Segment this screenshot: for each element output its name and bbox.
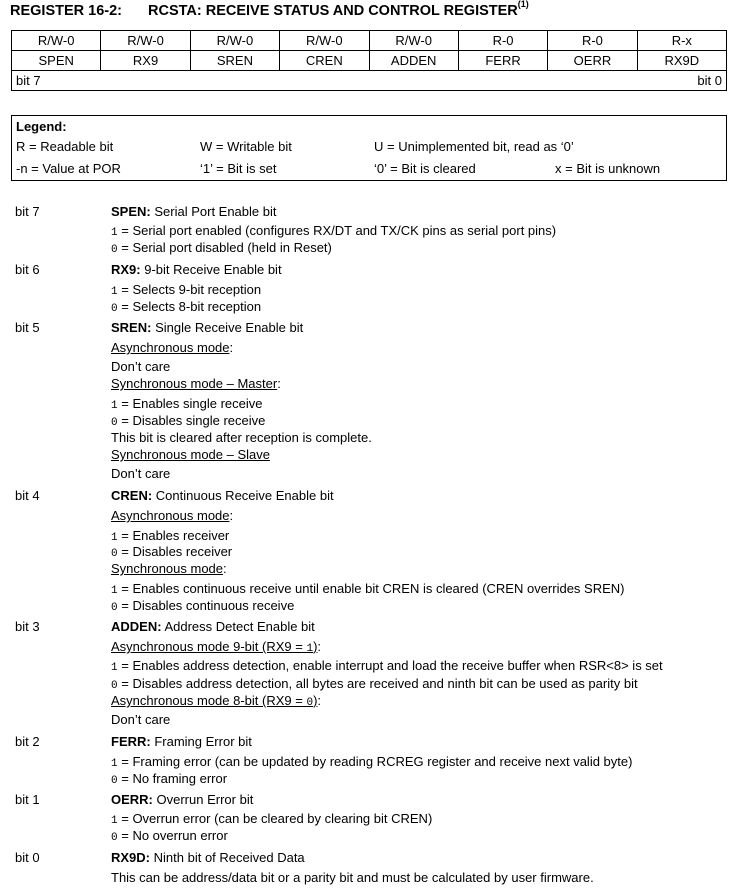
bit3-name: ADDEN: xyxy=(111,619,162,634)
legend-unimplemented: U = Unimplemented bit, read as ‘0’ xyxy=(374,139,574,154)
bit6-label: bit 6 xyxy=(15,262,40,277)
bit0-note: This can be address/data bit or a parity bit and must be calculated by user firmware. xyxy=(111,870,594,885)
access-row xyxy=(12,31,727,51)
bit3-async9-heading: Asynchronous mode 9-bit (RX9 = 1): xyxy=(111,639,322,655)
bit4-async-heading: Asynchronous mode: xyxy=(111,508,234,523)
bit3-async8-heading: Asynchronous mode 8-bit (RX9 = 0): xyxy=(111,693,322,709)
bit1-desc: Overrun Error bit xyxy=(156,792,254,807)
access-cell: R-x xyxy=(637,31,726,51)
bit5-async-text: Don’t care xyxy=(111,359,171,374)
legend-writable: W = Writable bit xyxy=(200,139,292,154)
bit3-clear-line: 0 = Disables address detection, all bytes are received and ninth bit can be used as parity bit xyxy=(111,676,638,692)
bit6-set-line: 1 = Selects 9-bit reception xyxy=(111,282,262,298)
bit6-desc: 9-bit Receive Enable bit xyxy=(144,262,282,277)
bit5-name: SREN: xyxy=(111,320,152,335)
bit2-name: FERR: xyxy=(111,734,151,749)
register-bit-table xyxy=(11,30,727,91)
bit4-heading xyxy=(111,488,334,503)
bit3-set-line: 1 = Enables address detection, enable interrupt and load the receive buffer when RSR<8> is set xyxy=(111,658,663,674)
access-cell: R/W-0 xyxy=(101,31,190,51)
bit2-heading xyxy=(111,734,252,749)
bit5-heading xyxy=(111,320,303,335)
bit6-heading xyxy=(111,262,282,277)
bit5-set-line: 1 = Enables single receive xyxy=(111,396,263,412)
bit7-heading xyxy=(111,204,276,219)
bit6-clear-line: 0 = Selects 8-bit reception xyxy=(111,299,262,315)
bit7-desc: Serial Port Enable bit xyxy=(154,204,277,219)
bit-name-cell: ADDEN xyxy=(369,51,458,71)
bit2-label: bit 2 xyxy=(15,734,40,749)
bit1-set-line: 1 = Overrun error (can be cleared by clearing bit CREN) xyxy=(111,811,433,827)
legend-box xyxy=(11,115,727,181)
bit1-heading xyxy=(111,792,253,807)
bit2-desc: Framing Error bit xyxy=(154,734,252,749)
bit-name-cell: CREN xyxy=(280,51,369,71)
bit-range-cell xyxy=(12,71,727,91)
register-name: RCSTA: RECEIVE STATUS AND CONTROL REGISTER xyxy=(148,2,518,19)
bit1-label: bit 1 xyxy=(15,792,40,807)
legend-unknown: x = Bit is unknown xyxy=(555,161,661,176)
bit4-name: CREN: xyxy=(111,488,153,503)
legend-title: Legend: xyxy=(16,119,67,134)
bit-name-cell: SPEN xyxy=(12,51,101,71)
lsb-label: bit 0 xyxy=(697,73,722,88)
access-cell: R-0 xyxy=(458,31,547,51)
access-cell: R-0 xyxy=(548,31,637,51)
bit2-clear-line: 0 = No framing error xyxy=(111,771,228,787)
bit0-name: RX9D: xyxy=(111,850,151,865)
bit7-set-line: 1 = Serial port enabled (configures RX/DT and TX/CK pins as serial port pins) xyxy=(111,223,557,239)
bit4-async-clear-line: 0 = Disables receiver xyxy=(111,544,233,560)
bit4-desc: Continuous Receive Enable bit xyxy=(155,488,334,503)
bit2-set-line: 1 = Framing error (can be updated by reading RCREG register and receive next valid byte) xyxy=(111,754,633,770)
access-cell: R/W-0 xyxy=(280,31,369,51)
bit5-clear-line: 0 = Disables single receive xyxy=(111,413,266,429)
bit7-name: SPEN: xyxy=(111,204,151,219)
msb-label: bit 7 xyxy=(16,73,41,88)
bit4-sync-clear-line: 0 = Disables continuous receive xyxy=(111,598,295,614)
bit5-sync-slave-text: Don’t care xyxy=(111,466,171,481)
bit5-note: This bit is cleared after reception is complete. xyxy=(111,430,372,445)
legend-cleared: ‘0’ = Bit is cleared xyxy=(374,161,476,176)
bit4-sync-set-line: 1 = Enables continuous receive until enable bit CREN is cleared (CREN overrides SREN) xyxy=(111,581,625,597)
bit4-label: bit 4 xyxy=(15,488,40,503)
bit5-sync-slave-heading: Synchronous mode – Slave xyxy=(111,447,270,462)
legend-set: ‘1’ = Bit is set xyxy=(200,161,277,176)
access-cell: R/W-0 xyxy=(12,31,101,51)
footnote-ref: (1) xyxy=(517,0,529,9)
bit6-name: RX9: xyxy=(111,262,141,277)
access-cell: R/W-0 xyxy=(369,31,458,51)
bit5-label: bit 5 xyxy=(15,320,40,335)
bit5-sync-master-heading: Synchronous mode – Master: xyxy=(111,376,281,391)
register-number: REGISTER 16-2: xyxy=(10,2,122,19)
bit4-sync-heading: Synchronous mode: xyxy=(111,561,227,576)
bit0-heading xyxy=(111,850,305,865)
name-row xyxy=(12,51,727,71)
bit3-async8-text: Don’t care xyxy=(111,712,171,727)
legend-por: -n = Value at POR xyxy=(16,161,121,176)
bit-name-cell: SREN xyxy=(190,51,279,71)
bit-range-row xyxy=(12,71,727,91)
bit-name-cell: RX9 xyxy=(101,51,190,71)
bit5-desc: Single Receive Enable bit xyxy=(155,320,304,335)
bit1-name: OERR: xyxy=(111,792,153,807)
bit3-heading xyxy=(111,619,315,634)
bit-name-cell: RX9D xyxy=(637,51,726,71)
legend-readable: R = Readable bit xyxy=(16,139,114,154)
bit0-desc: Ninth bit of Received Data xyxy=(153,850,305,865)
register-title xyxy=(10,1,529,19)
bit7-clear-line: 0 = Serial port disabled (held in Reset) xyxy=(111,240,332,256)
bit3-desc: Address Detect Enable bit xyxy=(164,619,315,634)
bit7-label: bit 7 xyxy=(15,204,40,219)
bit3-label: bit 3 xyxy=(15,619,40,634)
bit4-async-set-line: 1 = Enables receiver xyxy=(111,528,230,544)
bit0-label: bit 0 xyxy=(15,850,40,865)
access-cell: R/W-0 xyxy=(190,31,279,51)
bit-name-cell: OERR xyxy=(548,51,637,71)
bit1-clear-line: 0 = No overrun error xyxy=(111,828,228,844)
bit5-async-heading: Asynchronous mode: xyxy=(111,340,234,355)
bit-name-cell: FERR xyxy=(458,51,547,71)
